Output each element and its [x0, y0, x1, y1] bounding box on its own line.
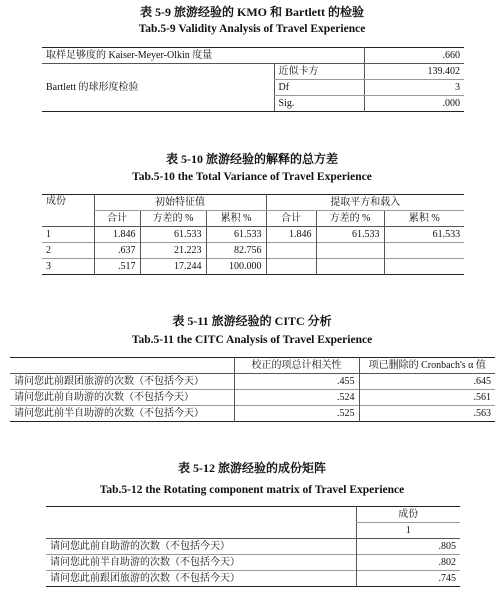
table-row [46, 555, 460, 571]
cell: .637 [94, 243, 140, 259]
cell: 21.223 [140, 243, 206, 259]
row-label: 请问您此前跟团旅游的次数（不包括今天） [50, 572, 240, 584]
sub-header: 累积 % [384, 211, 464, 227]
cell: 17.244 [140, 259, 206, 275]
bartlett-label: Bartlett 的球形度检验 [42, 64, 274, 112]
table-5-11-caption-en: Tab.5-11 the CITC Analysis of Travel Experience [131, 334, 373, 346]
loading-value: .802 [356, 555, 460, 571]
table-row [10, 374, 495, 390]
table-5-10-caption-en: Tab.5-10 the Total Variance of Travel Experience [132, 171, 372, 183]
row-label: 请问您此前跟团旅游的次数（不包括今天） [14, 375, 204, 387]
row-label: 请问您此前半自助游的次数（不包括今天） [50, 556, 240, 568]
cell: 1.846 [266, 227, 316, 243]
cell [266, 259, 316, 275]
sub-header: 合计 [94, 211, 140, 227]
header-component-number: 1 [356, 523, 460, 539]
cell: 61.533 [206, 227, 266, 243]
header-blank [46, 507, 356, 539]
header-component: 成份 [356, 507, 460, 523]
sub-header: 合计 [266, 211, 316, 227]
component-id: 2 [46, 244, 51, 256]
table-5-9-caption-cn: 表 5-9 旅游经验的 KMO 和 Bartlett 的检验 [140, 5, 364, 19]
table-5-9 [42, 47, 464, 112]
table-row [46, 539, 460, 555]
alpha-value: .645 [359, 374, 495, 390]
sub-header: 累积 % [206, 211, 266, 227]
citc-value: .525 [234, 406, 359, 422]
bartlett-row-label: 近似卡方 [274, 64, 364, 80]
bartlett-row-value: 3 [364, 80, 464, 96]
component-id: 3 [46, 260, 51, 272]
loading-value: .805 [356, 539, 460, 555]
header-corrected-item-total: 校正的项总计相关性 [234, 358, 359, 374]
cell: 61.533 [384, 227, 464, 243]
cell: 100.000 [206, 259, 266, 275]
cell [316, 243, 384, 259]
kmo-label: 取样足够度的 Kaiser-Meyer-Olkin 度量 [42, 48, 364, 64]
cell: 82.756 [206, 243, 266, 259]
sub-header: 方差的 % [140, 211, 206, 227]
table-row [10, 406, 495, 422]
component-id: 1 [46, 228, 51, 240]
cell: 61.533 [316, 227, 384, 243]
header-alpha-if-deleted: 项已删除的 Cronbach's α 值 [359, 358, 495, 374]
citc-value: .524 [234, 390, 359, 406]
alpha-value: .561 [359, 390, 495, 406]
loading-value: .745 [356, 571, 460, 587]
table-5-12-caption-en: Tab.5-12 the Rotating component matrix of Travel Experience [99, 484, 405, 496]
cell [316, 259, 384, 275]
bartlett-row-value: 139.402 [364, 64, 464, 80]
cell [266, 243, 316, 259]
bartlett-row-label: Sig. [274, 96, 364, 112]
cell: .517 [94, 259, 140, 275]
table-5-10-caption-cn: 表 5-10 旅游经验的解释的总方差 [166, 152, 338, 166]
cell: 1.846 [94, 227, 140, 243]
table-5-12 [46, 506, 460, 587]
bartlett-row-label: Df [274, 80, 364, 96]
table-5-9-caption-en: Tab.5-9 Validity Analysis of Travel Experience [138, 23, 366, 35]
row-label: 请问您此前半自助游的次数（不包括今天） [14, 407, 204, 419]
table-5-12-caption-cn: 表 5-12 旅游经验的成份矩阵 [178, 461, 326, 475]
alpha-value: .563 [359, 406, 495, 422]
table-row [10, 390, 495, 406]
cell [384, 259, 464, 275]
table-5-11 [10, 357, 495, 422]
kmo-value: .660 [364, 48, 464, 64]
table-row [42, 259, 464, 275]
table-5-11-caption-cn: 表 5-11 旅游经验的 CITC 分析 [172, 314, 332, 328]
table-row [46, 571, 460, 587]
sub-header: 方差的 % [316, 211, 384, 227]
table-row [42, 227, 464, 243]
row-label: 请问您此前自助游的次数（不包括今天） [14, 391, 194, 403]
bartlett-row-value: .000 [364, 96, 464, 112]
header-blank [10, 358, 234, 374]
cell [384, 243, 464, 259]
table-5-10 [42, 194, 464, 275]
col-component: 成份 [42, 195, 94, 227]
table-row [42, 243, 464, 259]
group-initial-eigenvalues: 初始特征值 [94, 195, 266, 211]
cell: 61.533 [140, 227, 206, 243]
row-label: 请问您此前自助游的次数（不包括今天） [50, 540, 230, 552]
citc-value: .455 [234, 374, 359, 390]
group-extraction-sums: 提取平方和载入 [266, 195, 464, 211]
